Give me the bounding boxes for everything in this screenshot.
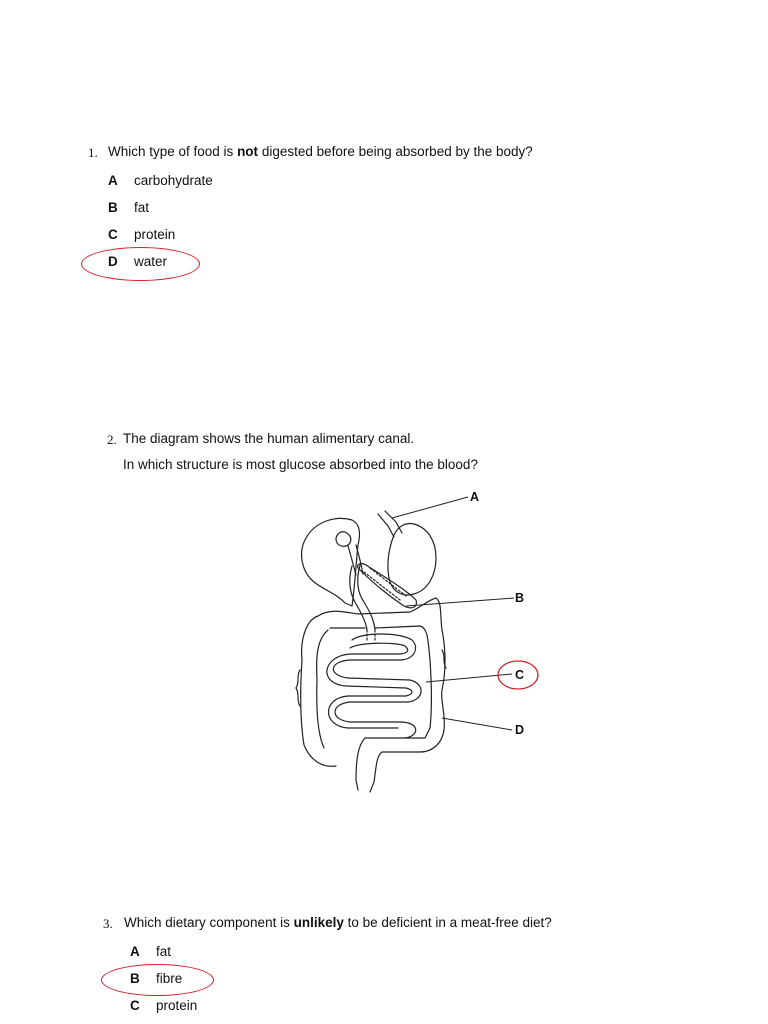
q1-option-b-letter[interactable]: B (108, 200, 118, 215)
q1-option-a-letter[interactable]: A (108, 173, 118, 188)
question-2-text-line-1: The diagram shows the human alimentary canal. (123, 431, 415, 446)
question-3-number: 3. (103, 916, 113, 931)
diagram-label-a: A (470, 490, 480, 504)
emphasis-unlikely: unlikely (293, 915, 344, 930)
alimentary-canal-diagram (280, 480, 560, 800)
question-2-number: 2. (107, 432, 117, 447)
q1-option-a-text[interactable]: carbohydrate (134, 173, 213, 188)
q3-option-a-letter[interactable]: A (130, 944, 140, 959)
question-2-text-line-2: In which structure is most glucose absorbed into the blood? (123, 457, 478, 472)
pancreas-outline (358, 564, 417, 608)
question-1-text: Which type of food is not digested before being absorbed by the body? (108, 144, 533, 159)
leader-line-b (406, 598, 514, 606)
gall-bladder-outline (336, 532, 351, 547)
q3-option-b-letter[interactable]: B (130, 971, 140, 986)
q1-option-b-text[interactable]: fat (134, 200, 150, 215)
q1-option-c-text[interactable]: protein (134, 227, 176, 242)
question-1-number: 1. (88, 145, 98, 160)
diagram-label-c: C (515, 668, 525, 682)
emphasis-not: not (237, 144, 259, 159)
diagram-label-b: B (515, 591, 525, 605)
question-3-text: Which dietary component is unlikely to be deficient in a meat-free diet? (124, 915, 552, 930)
diagram-label-d: D (515, 723, 525, 737)
large-intestine-outline (318, 598, 445, 792)
q1-option-c-letter[interactable]: C (108, 227, 118, 242)
q3-option-b-text[interactable]: fibre (156, 971, 183, 986)
leader-line-d (442, 718, 512, 730)
q3-option-c-letter[interactable]: C (130, 998, 140, 1013)
q1-option-d-text[interactable]: water (134, 254, 168, 269)
q3-option-a-text[interactable]: fat (156, 944, 172, 959)
q1-answer-circle (81, 247, 200, 281)
q1-option-d-letter[interactable]: D (108, 254, 118, 269)
q3-option-c-text[interactable]: protein (156, 998, 198, 1013)
leader-line-a (392, 497, 468, 518)
q3-answer-circle (101, 964, 214, 996)
